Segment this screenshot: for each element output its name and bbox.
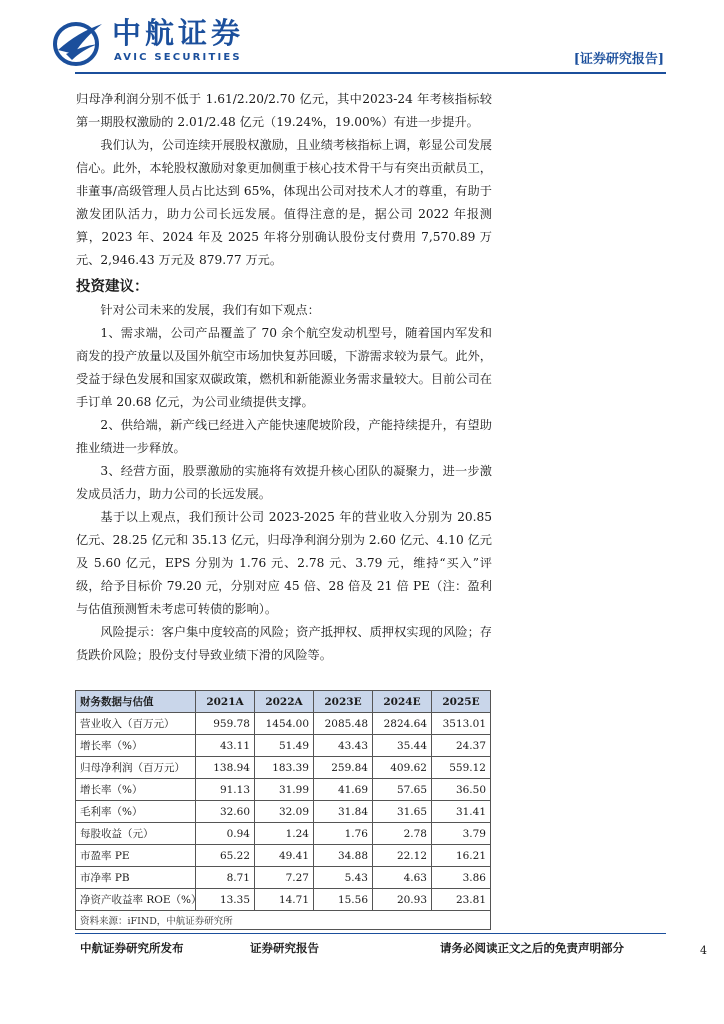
table-row xyxy=(76,801,491,823)
table-cell: 36.50 xyxy=(432,779,491,801)
footer-divider xyxy=(75,933,666,934)
report-type-tag: [证券研究报告] xyxy=(573,52,664,67)
footer-publisher: 中航证券研究所发布 xyxy=(80,941,184,955)
table-cell: 8.71 xyxy=(196,867,255,889)
row-label: 市净率 PB xyxy=(76,867,196,889)
logo-text-en: AVIC SECURITIES xyxy=(114,52,242,63)
footer-report-type: 证券研究报告 xyxy=(250,941,319,955)
table-cell: 31.84 xyxy=(314,801,373,823)
table-cell: 959.78 xyxy=(196,713,255,735)
section-title-investment-advice: 投资建议： xyxy=(76,279,149,295)
table-cell: 7.27 xyxy=(255,867,314,889)
table-cell: 65.22 xyxy=(196,845,255,867)
table-cell: 91.13 xyxy=(196,779,255,801)
table-cell: 138.94 xyxy=(196,757,255,779)
paragraph: 针对公司未来的发展，我们有如下观点： xyxy=(100,303,320,317)
table-cell: 35.44 xyxy=(373,735,432,757)
table-cell: 41.69 xyxy=(314,779,373,801)
row-label: 归母净利润（百万元） xyxy=(76,757,196,779)
financial-data-table xyxy=(75,690,491,930)
row-label: 每股收益（元） xyxy=(76,823,196,845)
table-cell: 2.78 xyxy=(373,823,432,845)
table-cell: 13.35 xyxy=(196,889,255,911)
paragraph: 3、经营方面，股票激励的实施将有效提升核心团队的凝聚力，进一步激发成员活力，助力公司的长远发展。 xyxy=(76,464,492,501)
table-cell: 31.41 xyxy=(432,801,491,823)
table-cell: 49.41 xyxy=(255,845,314,867)
table-cell: 409.62 xyxy=(373,757,432,779)
table-cell: 1454.00 xyxy=(255,713,314,735)
table-row xyxy=(76,845,491,867)
footer-disclaimer-note: 请务必阅读正文之后的免责声明部分 xyxy=(440,941,624,955)
row-label: 毛利率（%） xyxy=(76,801,196,823)
row-label: 净资产收益率 ROE（%） xyxy=(76,889,196,911)
header-divider xyxy=(75,72,666,74)
table-cell: 24.37 xyxy=(432,735,491,757)
paragraph: 1、需求端，公司产品覆盖了 70 余个航空发动机型号，随着国内军发和商发的投产放量以及国外航空市场加快复苏回暖，下游需求较为景气。此外，受益于绿色发展和国家双碳政策，燃机和新能源业务需求量较大。目前公司在手订单 20.68 亿元，为公司业绩提供支撑。 xyxy=(76,326,492,409)
paragraph: 基于以上观点，我们预计公司 2023-2025 年的营业收入分别为 20.85 亿元、28.25 亿元和 35.13 亿元，归母净利润分别为 2.60 亿元、4.10 亿元及 5.60 亿元，EPS 分别为 1.76 元、2.78 元、3.79 元，维持“买入”评级，给予目标价 79.20 元，分别对应 45 倍、28 倍及 21 倍 PE（注：盈利与估值预测暂未考虑可转债的影响）。 xyxy=(76,510,492,616)
table-cell: 32.60 xyxy=(196,801,255,823)
table-header-cell: 2022A xyxy=(255,691,314,713)
table-header-cell: 2023E xyxy=(314,691,373,713)
table-cell: 32.09 xyxy=(255,801,314,823)
table-cell: 23.81 xyxy=(432,889,491,911)
table-cell: 20.93 xyxy=(373,889,432,911)
table-cell: 4.63 xyxy=(373,867,432,889)
table-source-note: 资料来源：iFIND，中航证券研究所 xyxy=(76,911,491,930)
table-header-cell: 2024E xyxy=(373,691,432,713)
table-cell: 3.86 xyxy=(432,867,491,889)
table-cell: 31.99 xyxy=(255,779,314,801)
table-cell: 5.43 xyxy=(314,867,373,889)
table-cell: 57.65 xyxy=(373,779,432,801)
table-cell: 31.65 xyxy=(373,801,432,823)
logo-text-cn: 中航证券 xyxy=(112,16,245,50)
paragraph: 我们认为，公司连续开展股权激励，且业绩考核指标上调，彰显公司发展信心。此外，本轮股权激励对象更加侧重于核心技术骨干与有突出贡献员工，非董事/高级管理人员占比达到 65%，体现出公司对技术人才的尊重，有助于激发团队活力，助力公司长远发展。值得注意的是，据公司 2022 年报测算，2023 年、2024 年及 2025 年将分别确认股份支付费用 7,570.89 万元、2,946.43 万元及 879.77 万元。 xyxy=(76,138,492,267)
table-header-cell: 2025E xyxy=(432,691,491,713)
table-cell: 1.76 xyxy=(314,823,373,845)
avic-logo-icon xyxy=(52,20,104,66)
page-header xyxy=(0,0,724,78)
table-cell: 43.43 xyxy=(314,735,373,757)
table-cell: 51.49 xyxy=(255,735,314,757)
table-body xyxy=(76,713,491,911)
page-number: 4 xyxy=(700,944,707,957)
table-cell: 43.11 xyxy=(196,735,255,757)
row-label: 市盈率 PE xyxy=(76,845,196,867)
table-cell: 16.21 xyxy=(432,845,491,867)
table-cell: 15.56 xyxy=(314,889,373,911)
table-cell: 2085.48 xyxy=(314,713,373,735)
table-row xyxy=(76,713,491,735)
table-cell: 3513.01 xyxy=(432,713,491,735)
table-cell: 183.39 xyxy=(255,757,314,779)
table-row xyxy=(76,779,491,801)
table-header-cell: 财务数据与估值 xyxy=(76,691,196,713)
table-cell: 259.84 xyxy=(314,757,373,779)
row-label: 增长率（%） xyxy=(76,735,196,757)
paragraph: 2、供给端，新产线已经进入产能快速爬坡阶段，产能持续提升，有望助推业绩进一步释放。 xyxy=(76,418,492,455)
table-source-row xyxy=(76,911,491,930)
table-row xyxy=(76,757,491,779)
table-cell: 14.71 xyxy=(255,889,314,911)
table-cell: 34.88 xyxy=(314,845,373,867)
table-header-row xyxy=(76,691,491,713)
report-body xyxy=(76,88,492,667)
row-label: 增长率（%） xyxy=(76,779,196,801)
table-row xyxy=(76,867,491,889)
table-row xyxy=(76,735,491,757)
paragraph: 归母净利润分别不低于 1.61/2.20/2.70 亿元，其中2023-24 年考核指标较第一期股权激励的 2.01/2.48 亿元（19.24%，19.00%）有进一步提升。 xyxy=(76,92,492,129)
table-cell: 559.12 xyxy=(432,757,491,779)
risk-warning: 风险提示：客户集中度较高的风险；资产抵押权、质押权实现的风险；存货跌价风险；股份支付导致业绩下滑的风险等。 xyxy=(76,625,492,662)
table-cell: 0.94 xyxy=(196,823,255,845)
table-cell: 1.24 xyxy=(255,823,314,845)
table-cell: 2824.64 xyxy=(373,713,432,735)
table-cell: 3.79 xyxy=(432,823,491,845)
row-label: 营业收入（百万元） xyxy=(76,713,196,735)
table-header-cell: 2021A xyxy=(196,691,255,713)
table-row xyxy=(76,889,491,911)
table-row xyxy=(76,823,491,845)
table-cell: 22.12 xyxy=(373,845,432,867)
